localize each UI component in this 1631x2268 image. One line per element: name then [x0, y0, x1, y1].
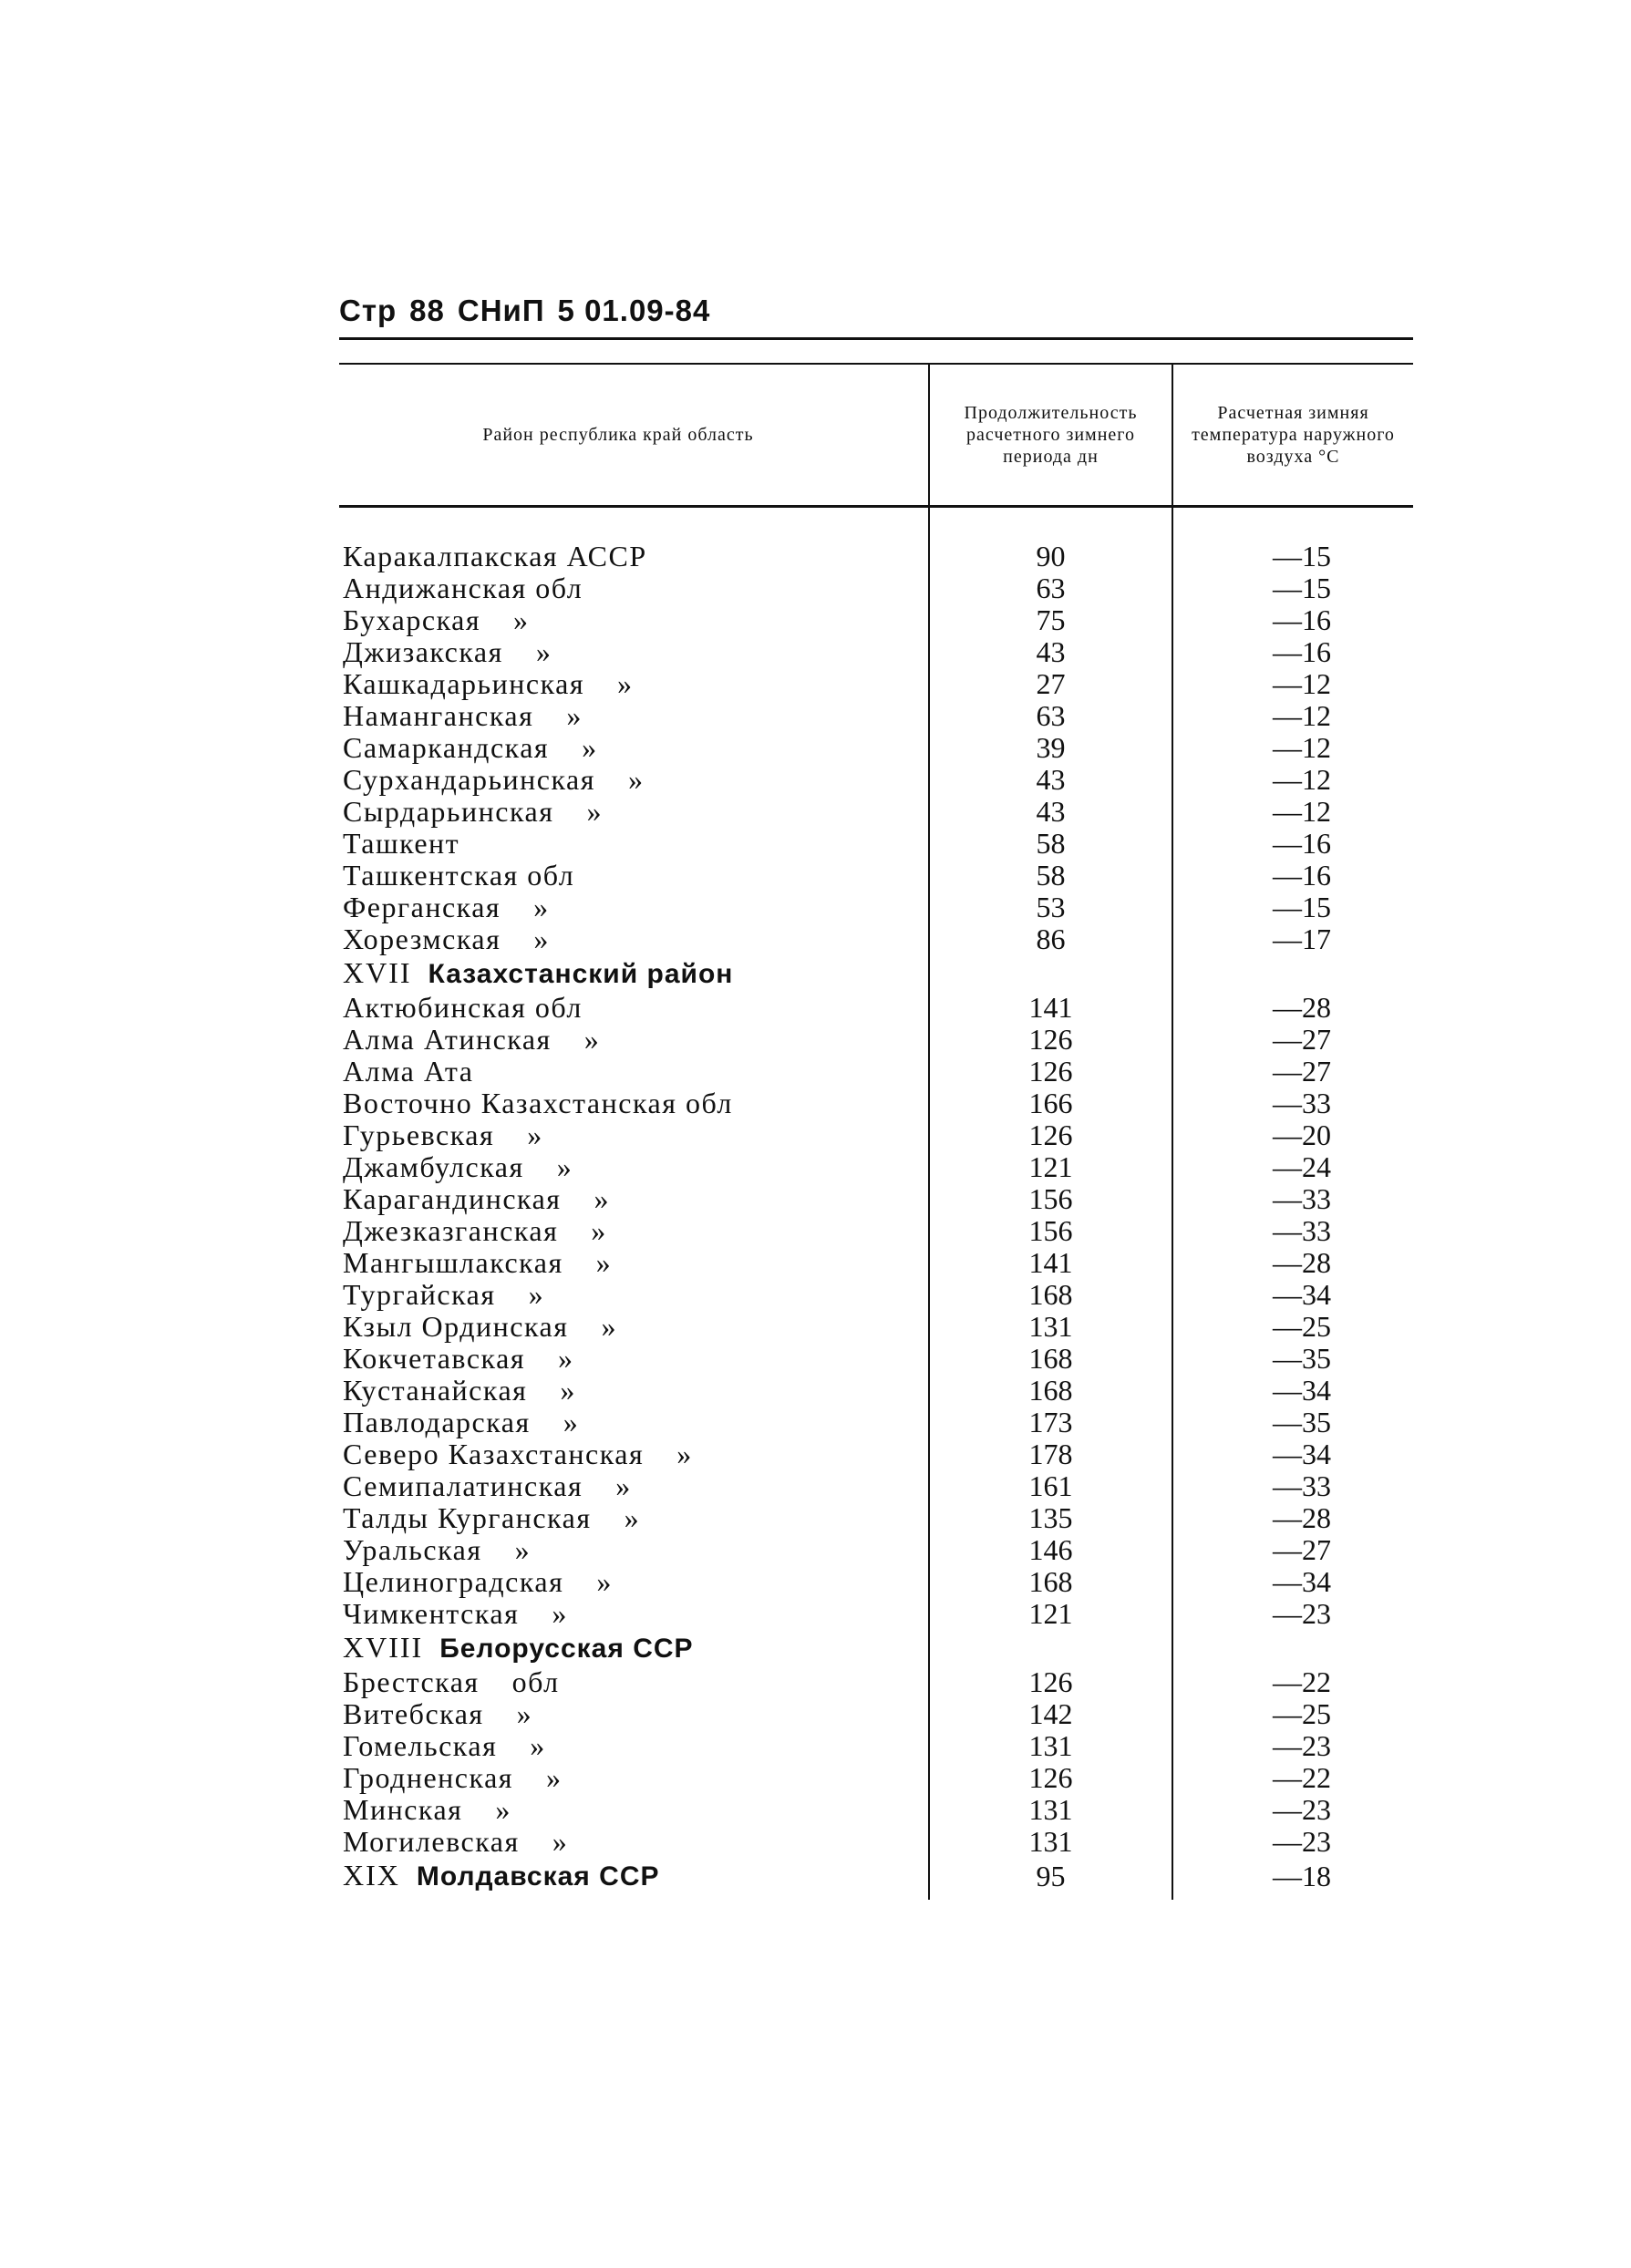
region-cell: [339, 604, 929, 636]
region-cell: [339, 1343, 929, 1375]
section-days-cell: [929, 955, 1172, 992]
page-number: 88: [409, 294, 445, 327]
temperature-cell: —33: [1172, 1470, 1413, 1502]
duration-cell: 126: [929, 1762, 1172, 1794]
temperature-cell: —28: [1172, 992, 1413, 1024]
table-row: [339, 1375, 1413, 1407]
region-cell: [339, 700, 929, 732]
region-cell: [339, 1502, 929, 1534]
region-name: Джамбулская: [343, 1150, 524, 1183]
region-name: Чимкентская: [343, 1597, 520, 1630]
section-numeral: XVIII: [343, 1631, 424, 1664]
temperature-cell: —16: [1172, 604, 1413, 636]
region-cell: [339, 860, 929, 892]
table-row: [339, 1794, 1413, 1826]
duration-cell: 168: [929, 1279, 1172, 1311]
temperature-cell: —12: [1172, 764, 1413, 796]
region-cell: [339, 1056, 929, 1088]
duration-cell: 156: [929, 1183, 1172, 1215]
section-days-cell: 95: [929, 1858, 1172, 1900]
ditto-mark: »: [495, 1793, 511, 1826]
temperature-cell: —16: [1172, 636, 1413, 668]
duration-cell: 161: [929, 1470, 1172, 1502]
temperature-cell: —27: [1172, 1534, 1413, 1566]
duration-cell: 27: [929, 668, 1172, 700]
table-row: [339, 1247, 1413, 1279]
duration-cell: 86: [929, 923, 1172, 955]
ditto-mark: »: [627, 763, 645, 796]
region-name: Карагандинская: [343, 1182, 562, 1215]
table-row: [339, 732, 1413, 764]
ditto-mark: »: [558, 1342, 574, 1375]
temperature-cell: —16: [1172, 860, 1413, 892]
ditto-mark: »: [566, 699, 583, 732]
region-name: Бухарская: [343, 603, 481, 636]
region-name: Семипалатинская: [343, 1469, 583, 1502]
duration-cell: 39: [929, 732, 1172, 764]
column-header-region: Район республика край область: [339, 364, 929, 507]
duration-cell: 146: [929, 1534, 1172, 1566]
duration-cell: 43: [929, 636, 1172, 668]
page-prefix: Стр: [339, 294, 397, 327]
region-cell: [339, 1407, 929, 1438]
section-heading-row: [339, 1630, 1413, 1666]
duration-cell: 58: [929, 828, 1172, 860]
ditto-mark: »: [591, 1214, 607, 1247]
section-title: Молдавская ССР: [416, 1861, 660, 1892]
section-numeral: XVII: [343, 956, 412, 989]
region-cell: [339, 1730, 929, 1762]
region-cell: [339, 892, 929, 923]
section-temp-cell: —18: [1172, 1858, 1413, 1900]
temperature-cell: —35: [1172, 1407, 1413, 1438]
ditto-mark: »: [586, 795, 603, 828]
region-name: Каракалпакская АССР: [343, 540, 647, 572]
table-row: [339, 700, 1413, 732]
duration-cell: 43: [929, 764, 1172, 796]
table-row: [339, 1534, 1413, 1566]
table-row: [339, 1343, 1413, 1375]
temperature-cell: —20: [1172, 1119, 1413, 1151]
region-name: Кашкадарьинская: [343, 667, 585, 700]
temperature-cell: —34: [1172, 1279, 1413, 1311]
temperature-cell: —15: [1172, 541, 1413, 572]
duration-cell: 141: [929, 1247, 1172, 1279]
page-header: [339, 294, 723, 328]
duration-cell: 156: [929, 1215, 1172, 1247]
region-cell: [339, 828, 929, 860]
temperature-cell: —16: [1172, 828, 1413, 860]
temperature-cell: —25: [1172, 1311, 1413, 1343]
region-name: Гродненская: [343, 1761, 513, 1794]
section-heading: [339, 955, 929, 992]
region-name: Джизакская: [343, 635, 503, 668]
temperature-cell: —33: [1172, 1088, 1413, 1119]
table-row: [339, 1088, 1413, 1119]
region-name: Самаркандская: [343, 731, 550, 764]
table-row: [339, 1438, 1413, 1470]
climate-table: [339, 363, 1413, 1900]
ditto-mark: »: [560, 1374, 576, 1407]
region-cell: [339, 1311, 929, 1343]
table-row: [339, 1730, 1413, 1762]
region-name: Джезказганская: [343, 1214, 559, 1247]
region-cell: [339, 1598, 929, 1630]
temperature-cell: —34: [1172, 1375, 1413, 1407]
duration-cell: 173: [929, 1407, 1172, 1438]
table-header-row: [339, 364, 1413, 507]
temperature-cell: —23: [1172, 1730, 1413, 1762]
ditto-mark: »: [516, 1697, 533, 1730]
temperature-cell: —33: [1172, 1215, 1413, 1247]
temperature-cell: —12: [1172, 668, 1413, 700]
table-body: [339, 507, 1413, 1901]
ditto-mark: »: [594, 1182, 610, 1215]
region-name: Ташкент: [343, 827, 460, 860]
table-row: [339, 1056, 1413, 1088]
duration-cell: 43: [929, 796, 1172, 828]
duration-cell: 166: [929, 1088, 1172, 1119]
region-cell: [339, 1151, 929, 1183]
ditto-mark: »: [615, 1469, 632, 1502]
region-name: Гомельская: [343, 1729, 498, 1762]
table-row: [339, 1151, 1413, 1183]
section-title: Казахстанский район: [428, 959, 734, 989]
table-row: [339, 1666, 1413, 1698]
region-name: Кустанайская: [343, 1374, 528, 1407]
table-row: [339, 1279, 1413, 1311]
region-name: Целиноградская: [343, 1565, 564, 1598]
duration-cell: 126: [929, 1119, 1172, 1151]
region-name: Ферганская: [343, 891, 501, 923]
ditto-mark: »: [530, 1729, 546, 1762]
ditto-mark: »: [528, 1278, 545, 1311]
duration-cell: 141: [929, 992, 1172, 1024]
section-temp-cell: [1172, 1630, 1413, 1666]
duration-cell: 168: [929, 1566, 1172, 1598]
duration-cell: 168: [929, 1343, 1172, 1375]
table-row: [339, 1215, 1413, 1247]
region-name: Тургайская: [343, 1278, 496, 1311]
ditto-mark: »: [624, 1501, 641, 1534]
region-cell: [339, 1279, 929, 1311]
table-row: [339, 1311, 1413, 1343]
table-row: [339, 1470, 1413, 1502]
ditto-mark: »: [535, 635, 552, 668]
region-name: Сырдарьинская: [343, 795, 554, 828]
table-row: [339, 828, 1413, 860]
duration-cell: 90: [929, 541, 1172, 572]
region-name: Мангышлакская: [343, 1246, 563, 1279]
section-days-cell: [929, 1630, 1172, 1666]
standard-name: СНиП: [457, 294, 545, 327]
ditto-mark: »: [533, 891, 550, 923]
standard-code: 5 01.09-84: [557, 294, 711, 327]
region-name: Минская: [343, 1793, 463, 1826]
region-name: Восточно Казахстанская обл: [343, 1087, 733, 1119]
temperature-cell: —15: [1172, 892, 1413, 923]
table-row: [339, 1598, 1413, 1630]
temperature-cell: —17: [1172, 923, 1413, 955]
table-row: [339, 572, 1413, 604]
temperature-cell: —25: [1172, 1698, 1413, 1730]
region-name: Северо Казахстанская: [343, 1438, 645, 1470]
region-cell: [339, 636, 929, 668]
table-row: [339, 604, 1413, 636]
ditto-mark: »: [676, 1438, 693, 1470]
duration-cell: 63: [929, 572, 1172, 604]
temperature-cell: —12: [1172, 796, 1413, 828]
section-numeral: XIX: [343, 1859, 400, 1892]
region-name: Гурьевская: [343, 1119, 495, 1151]
region-name: Ташкентская обл: [343, 859, 575, 892]
section-title: Белорусская ССР: [439, 1634, 694, 1664]
table-row: [339, 1826, 1413, 1858]
region-name: Наманганская: [343, 699, 534, 732]
table-row: [339, 796, 1413, 828]
table-spacer: [339, 507, 1413, 541]
duration-cell: 135: [929, 1502, 1172, 1534]
duration-cell: 126: [929, 1666, 1172, 1698]
table-row: [339, 992, 1413, 1024]
region-cell: [339, 1566, 929, 1598]
duration-cell: 131: [929, 1794, 1172, 1826]
temperature-cell: —27: [1172, 1024, 1413, 1056]
table-row: [339, 1566, 1413, 1598]
ditto-mark: »: [514, 1533, 532, 1566]
ditto-mark: »: [617, 667, 634, 700]
region-cell: [339, 1215, 929, 1247]
ditto-mark: »: [583, 1023, 601, 1056]
temperature-cell: —34: [1172, 1438, 1413, 1470]
temperature-cell: —35: [1172, 1343, 1413, 1375]
duration-cell: 178: [929, 1438, 1172, 1470]
region-cell: [339, 668, 929, 700]
duration-cell: 126: [929, 1024, 1172, 1056]
temperature-cell: —23: [1172, 1794, 1413, 1826]
temperature-cell: —34: [1172, 1566, 1413, 1598]
region-cell: [339, 796, 929, 828]
region-cell: [339, 1666, 929, 1698]
region-cell: [339, 1794, 929, 1826]
region-cell: [339, 1826, 929, 1858]
region-name: Могилевская: [343, 1825, 520, 1858]
table-row: [339, 541, 1413, 572]
region-cell: [339, 764, 929, 796]
region-name: Витебская: [343, 1697, 484, 1730]
duration-cell: 63: [929, 700, 1172, 732]
region-cell: [339, 572, 929, 604]
table-row: [339, 1119, 1413, 1151]
ditto-mark: »: [513, 603, 530, 636]
region-cell: [339, 1534, 929, 1566]
region-cell: [339, 1024, 929, 1056]
section-heading-row: [339, 955, 1413, 992]
table-row: [339, 1024, 1413, 1056]
table-row: [339, 892, 1413, 923]
region-cell: [339, 1470, 929, 1502]
column-header-duration: Продолжительность расчетного зимнего периода дн: [929, 364, 1172, 507]
region-cell: [339, 541, 929, 572]
region-cell: [339, 1762, 929, 1794]
table-row: [339, 668, 1413, 700]
duration-cell: 58: [929, 860, 1172, 892]
region-cell: [339, 992, 929, 1024]
duration-cell: 53: [929, 892, 1172, 923]
ditto-mark: »: [527, 1119, 543, 1151]
region-name: Алма Ата: [343, 1055, 474, 1088]
ditto-mark: »: [552, 1825, 569, 1858]
temperature-cell: —23: [1172, 1826, 1413, 1858]
temperature-cell: —22: [1172, 1762, 1413, 1794]
ditto-mark: »: [596, 1565, 613, 1598]
duration-cell: 131: [929, 1730, 1172, 1762]
ditto-mark: »: [582, 731, 598, 764]
table-row: [339, 1698, 1413, 1730]
region-name: Актюбинская обл: [343, 991, 583, 1024]
duration-cell: 131: [929, 1311, 1172, 1343]
section-heading-row: [339, 1858, 1413, 1900]
header-rule: [339, 337, 1413, 340]
table-row: [339, 860, 1413, 892]
ditto-mark: обл: [511, 1665, 560, 1698]
table-row: [339, 764, 1413, 796]
section-heading: [339, 1630, 929, 1666]
duration-cell: 142: [929, 1698, 1172, 1730]
temperature-cell: —33: [1172, 1183, 1413, 1215]
duration-cell: 126: [929, 1056, 1172, 1088]
column-header-temperature: Расчетная зимняя температура наружного воздуха °С: [1172, 364, 1413, 507]
region-name: Уральская: [343, 1533, 482, 1566]
table-row: [339, 636, 1413, 668]
duration-cell: 75: [929, 604, 1172, 636]
region-cell: [339, 1088, 929, 1119]
ditto-mark: »: [601, 1310, 617, 1343]
duration-cell: 168: [929, 1375, 1172, 1407]
section-heading: [339, 1858, 929, 1900]
region-cell: [339, 1438, 929, 1470]
region-name: Талды Курганская: [343, 1501, 592, 1534]
region-name: Павлодарская: [343, 1406, 531, 1438]
ditto-mark: »: [545, 1761, 563, 1794]
region-cell: [339, 732, 929, 764]
section-temp-cell: [1172, 955, 1413, 992]
region-name: Алма Атинская: [343, 1023, 552, 1056]
region-cell: [339, 1247, 929, 1279]
ditto-mark: »: [533, 923, 550, 955]
ditto-mark: »: [563, 1406, 580, 1438]
temperature-cell: —12: [1172, 732, 1413, 764]
temperature-cell: —27: [1172, 1056, 1413, 1088]
region-cell: [339, 1183, 929, 1215]
region-name: Брестская: [343, 1665, 480, 1698]
temperature-cell: —12: [1172, 700, 1413, 732]
region-name: Кокчетавская: [343, 1342, 526, 1375]
temperature-cell: —24: [1172, 1151, 1413, 1183]
table-row: [339, 1183, 1413, 1215]
region-name: Хорезмская: [343, 923, 501, 955]
ditto-mark: »: [595, 1246, 613, 1279]
duration-cell: 121: [929, 1151, 1172, 1183]
table-row: [339, 1762, 1413, 1794]
region-name: Сурхандарьинская: [343, 763, 595, 796]
region-cell: [339, 1375, 929, 1407]
region-name: Кзыл Ординская: [343, 1310, 569, 1343]
temperature-cell: —15: [1172, 572, 1413, 604]
table-row: [339, 923, 1413, 955]
duration-cell: 131: [929, 1826, 1172, 1858]
ditto-mark: »: [552, 1597, 568, 1630]
table-row: [339, 1407, 1413, 1438]
region-cell: [339, 1119, 929, 1151]
region-cell: [339, 1698, 929, 1730]
region-name: Андижанская обл: [343, 572, 583, 604]
table-row: [339, 1502, 1413, 1534]
region-cell: [339, 923, 929, 955]
ditto-mark: »: [556, 1150, 573, 1183]
duration-cell: 121: [929, 1598, 1172, 1630]
temperature-cell: —22: [1172, 1666, 1413, 1698]
temperature-cell: —23: [1172, 1598, 1413, 1630]
temperature-cell: —28: [1172, 1247, 1413, 1279]
temperature-cell: —28: [1172, 1502, 1413, 1534]
